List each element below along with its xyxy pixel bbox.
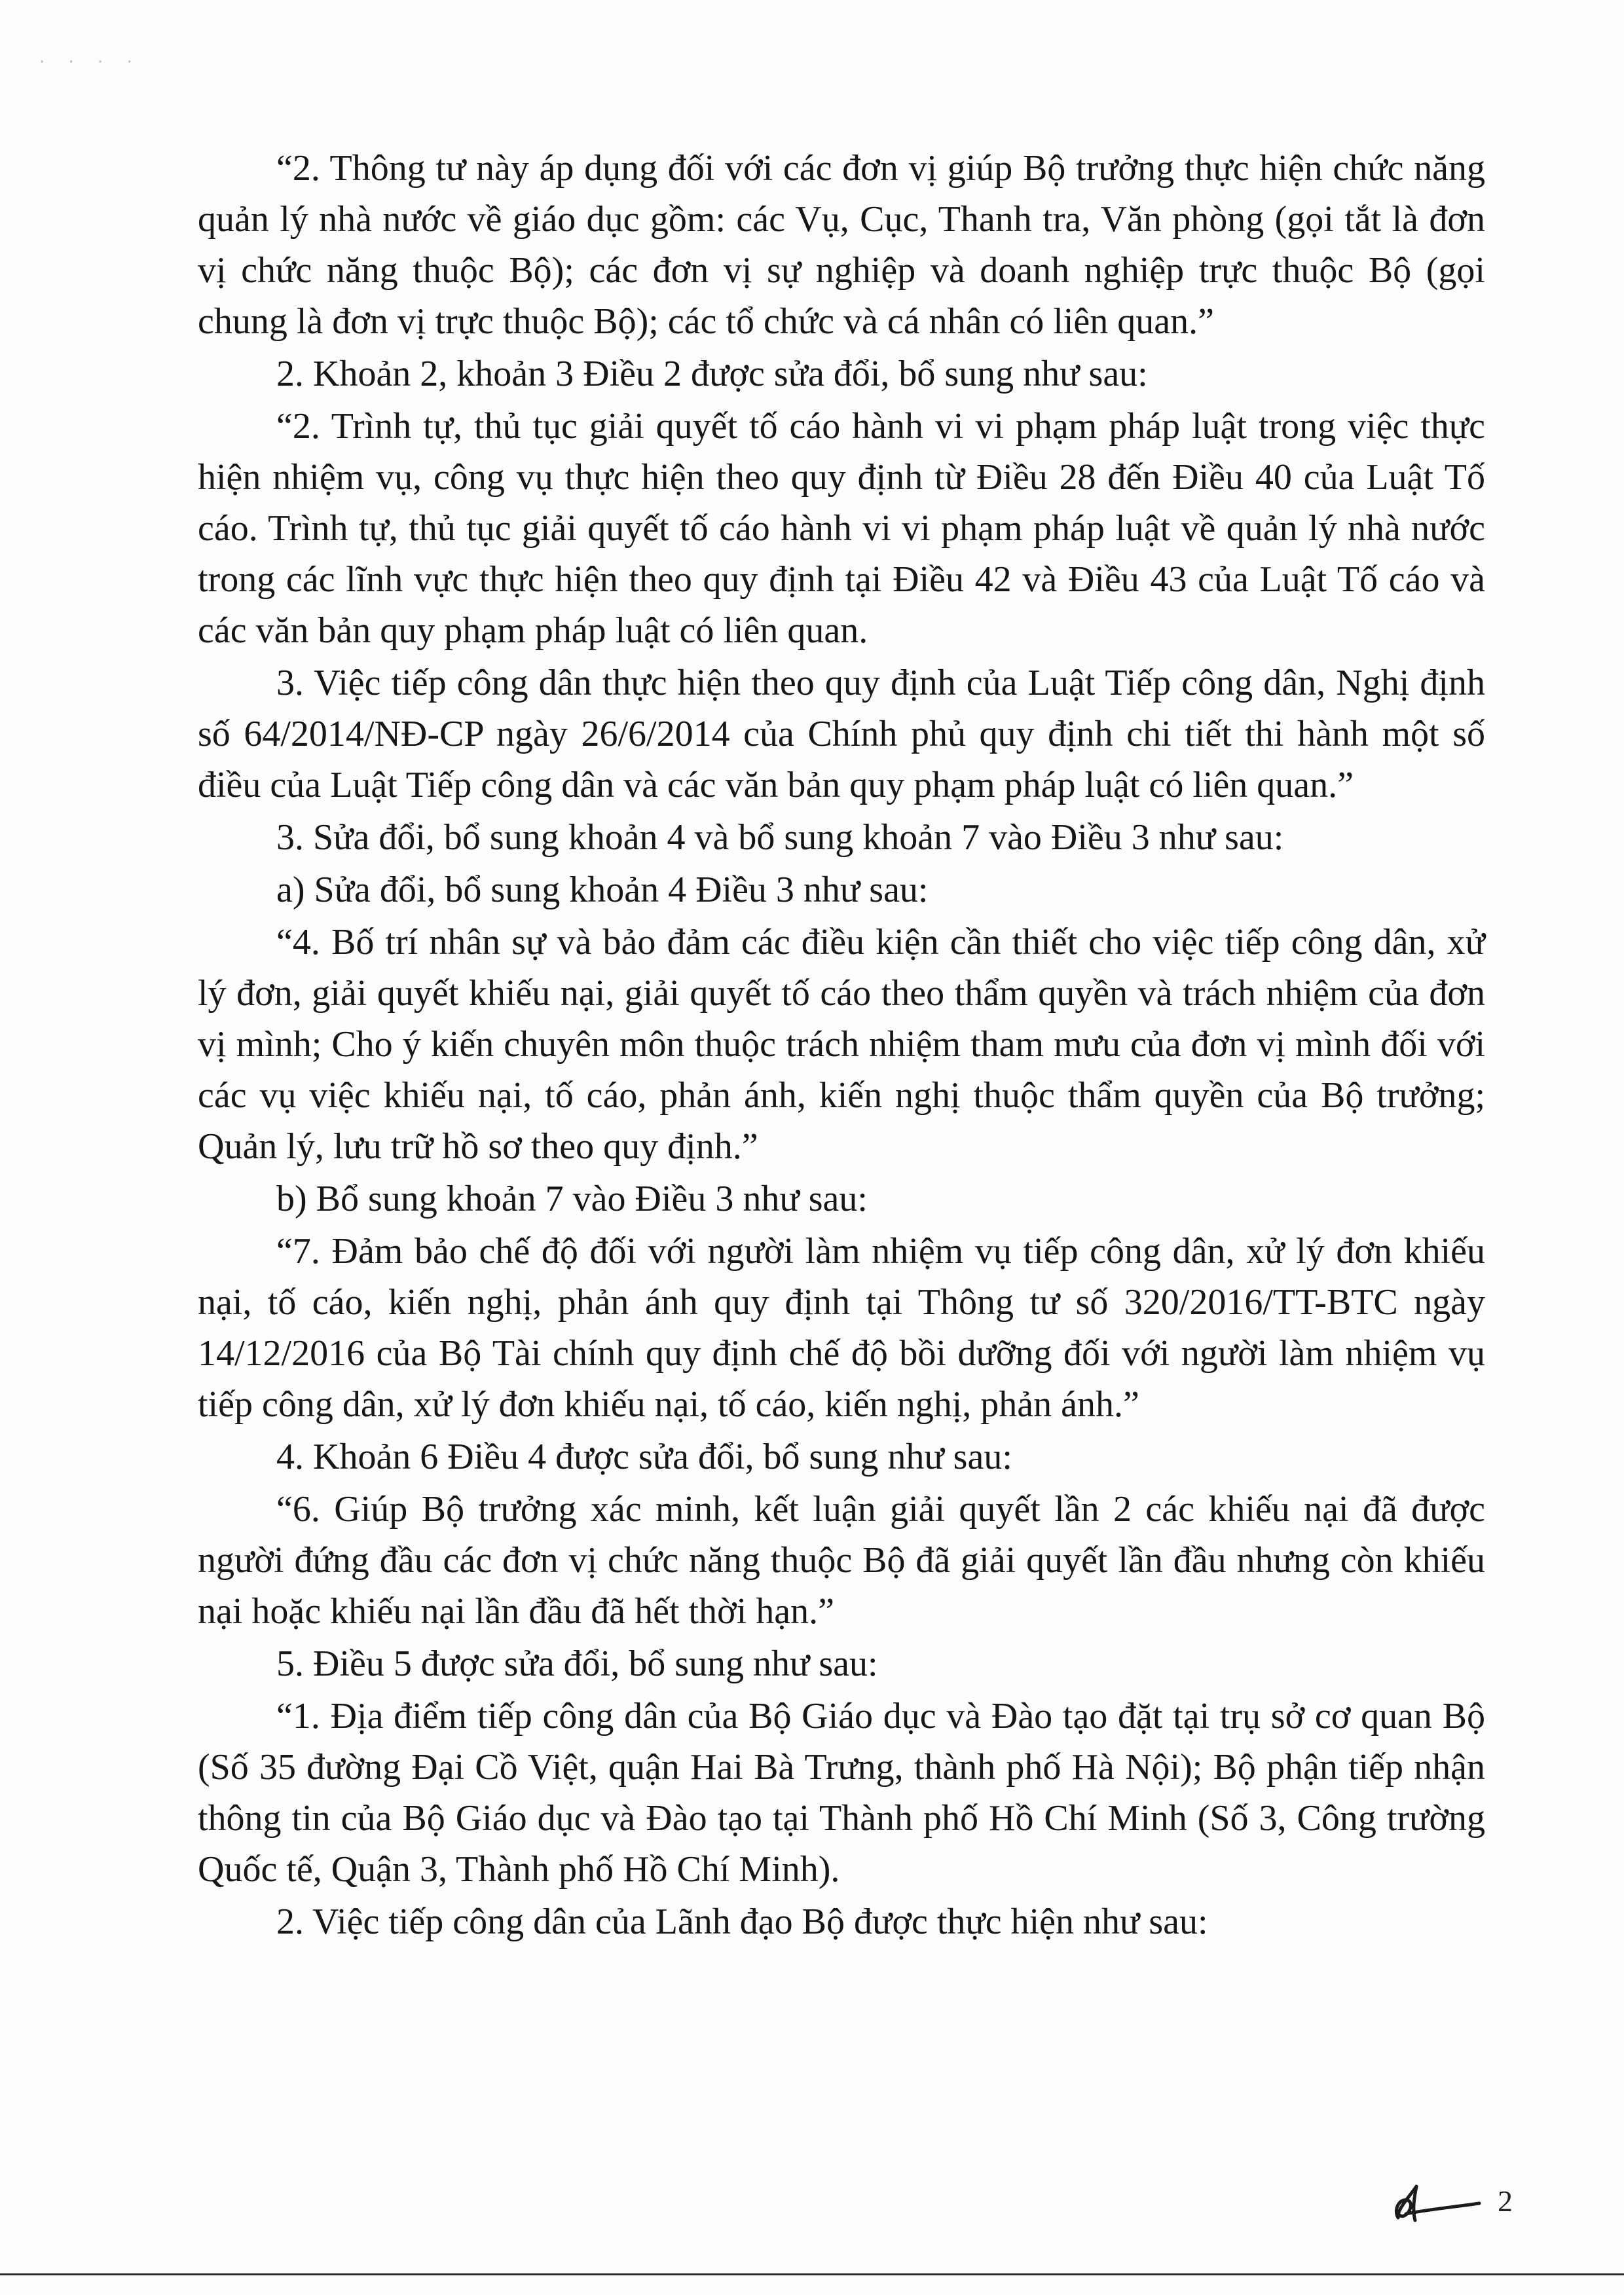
paragraph-14: 2. Việc tiếp công dân của Lãnh đạo Bộ được thực hiện như sau: — [276, 1901, 1208, 1942]
paragraph-3: “2. Trình tự, thủ tục giải quyết tố cáo hành vi vi phạm pháp luật trong việc thực hiện nhiệm vụ, công vụ thực hiện theo quy định từ Điều 28 đến Điều 40 của Luật Tố cáo. Trình tự, thủ tục giải quyết tố cáo hành vi vi phạm pháp luật về quản lý nhà nước trong các lĩnh vực thực hiện theo quy định tại Điều 42 và Điều 43 của Luật Tố cáo và các văn bản quy phạm pháp luật có liên quan. — [198, 406, 1485, 651]
paragraph-1: “2. Thông tư này áp dụng đối với các đơn vị giúp Bộ trưởng thực hiện chức năng quản lý nhà nước về giáo dục gồm: các Vụ, Cục, Thanh tra, Văn phòng (gọi tắt là đơn vị chức năng thuộc Bộ); các đơn vị sự nghiệp và doanh nghiệp trực thuộc Bộ (gọi chung là đơn vị trực thuộc Bộ); các tổ chức và cá nhân có liên quan.” — [198, 148, 1485, 342]
bottom-border-line — [0, 2273, 1624, 2275]
paragraph-7: “4. Bố trí nhân sự và bảo đảm các điều kiện cần thiết cho việc tiếp công dân, xử lý đơn, giải quyết khiếu nại, giải quyết tố cáo theo thẩm quyền và trách nhiệm của đơn vị mình; Cho ý kiến chuyên môn thuộc trách nhiệm tham mưu của đơn vị mình đối với các vụ việc khiếu nại, tố cáo, phản ánh, kiến nghị thuộc thẩm quyền của Bộ trưởng; Quản lý, lưu trữ hồ sơ theo quy định.” — [198, 922, 1485, 1167]
paragraph-2: 2. Khoản 2, khoản 3 Điều 2 được sửa đổi, bổ sung như sau: — [276, 354, 1148, 394]
paragraph-6: a) Sửa đổi, bổ sung khoản 4 Điều 3 như sau: — [276, 870, 929, 910]
initial-signature-icon — [1386, 2177, 1485, 2230]
page-number: 2 — [1498, 2184, 1513, 2218]
paragraph-5: 3. Sửa đổi, bổ sung khoản 4 và bổ sung khoản 7 vào Điều 3 như sau: — [276, 817, 1284, 858]
document-body — [198, 143, 1485, 1949]
paragraph-12: 5. Điều 5 được sửa đổi, bổ sung như sau: — [276, 1643, 878, 1684]
paragraph-4: 3. Việc tiếp công dân thực hiện theo quy định của Luật Tiếp công dân, Nghị định số 64/2014/NĐ-CP ngày 26/6/2014 của Chính phủ quy định chi tiết thi hành một số điều của Luật Tiếp công dân và các văn bản quy phạm pháp luật có liên quan.” — [198, 663, 1485, 805]
paragraph-8: b) Bổ sung khoản 7 vào Điều 3 như sau: — [276, 1179, 868, 1219]
paragraph-13: “1. Địa điểm tiếp công dân của Bộ Giáo dục và Đào tạo đặt tại trụ sở cơ quan Bộ (Số 35 đường Đại Cồ Việt, quận Hai Bà Trưng, thành phố Hà Nội); Bộ phận tiếp nhận thông tin của Bộ Giáo dục và Đào tạo tại Thành phố Hồ Chí Minh (Số 3, Công trường Quốc tế, Quận 3, Thành phố Hồ Chí Minh). — [198, 1696, 1485, 1890]
paragraph-11: “6. Giúp Bộ trưởng xác minh, kết luận giải quyết lần 2 các khiếu nại đã được người đứng đầu các đơn vị chức năng thuộc Bộ đã giải quyết lần đầu nhưng còn khiếu nại hoặc khiếu nại lần đầu đã hết thời hạn.” — [198, 1489, 1485, 1632]
scan-noise-marks: · · · · — [39, 52, 141, 72]
paragraph-10: 4. Khoản 6 Điều 4 được sửa đổi, bổ sung như sau: — [276, 1437, 1012, 1477]
page-footer — [1386, 2177, 1513, 2230]
paragraph-9: “7. Đảm bảo chế độ đối với người làm nhiệm vụ tiếp công dân, xử lý đơn khiếu nại, tố cáo, kiến nghị, phản ánh quy định tại Thông tư số 320/2016/TT-BTC ngày 14/12/2016 của Bộ Tài chính quy định chế độ bồi dưỡng đối với người làm nhiệm vụ tiếp công dân, xử lý đơn khiếu nại, tố cáo, kiến nghị, phản ánh.” — [198, 1231, 1485, 1425]
